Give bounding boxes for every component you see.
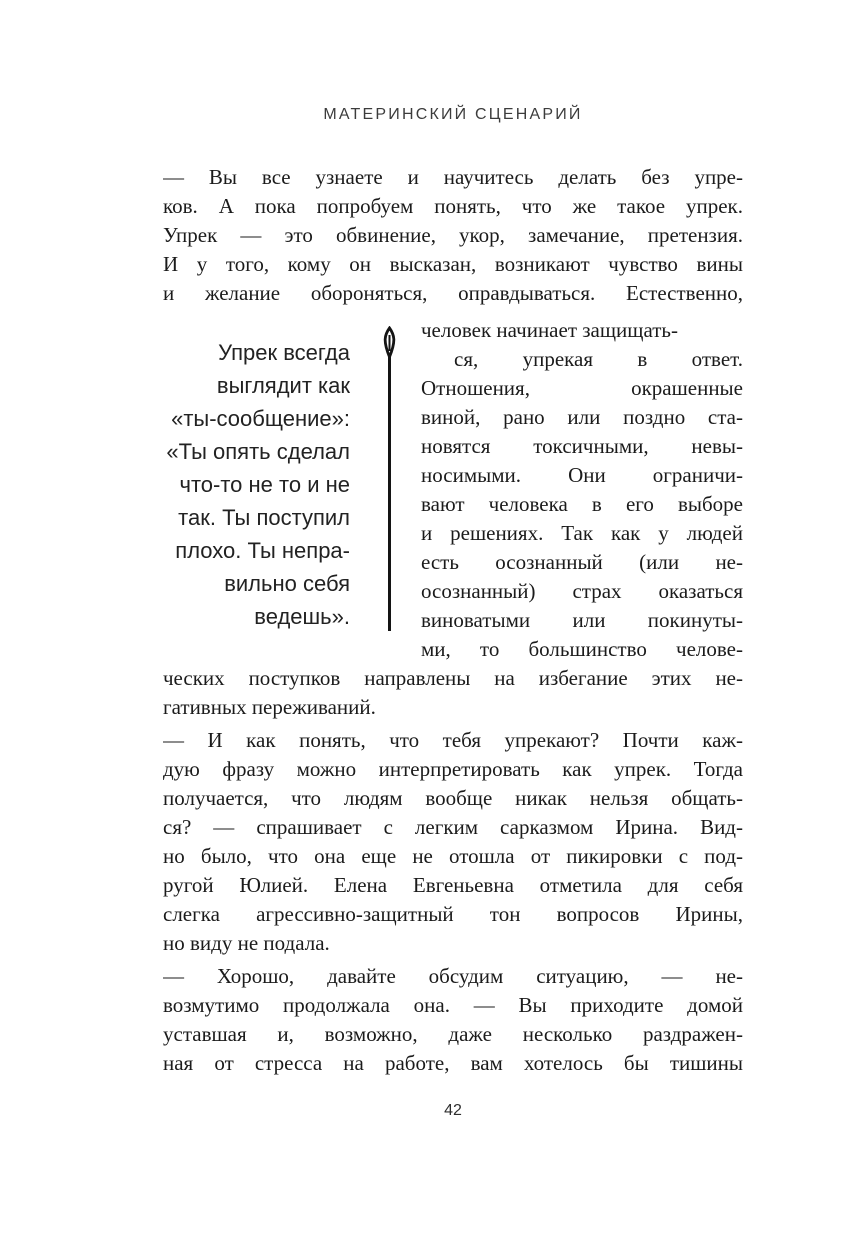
text-line: ков. А пока попробуем понять, что же такое упрек. [163, 194, 743, 218]
text-line: — Хорошо, давайте обсудим ситуацию, — не- [163, 964, 743, 988]
text-line: слегка агрессивно-защитный тон вопросов Ирины, [163, 902, 743, 926]
text-line: Упрек — это обвинение, укор, замечание, претензия. [163, 223, 743, 247]
text-line: есть осознанный (или не- [421, 550, 743, 574]
text-line: ругой Юлией. Елена Евгеньевна отметила для себя [163, 873, 743, 897]
paragraph-3 [163, 726, 743, 958]
text-line: гативных переживаний. [163, 695, 376, 719]
text-line: вают человека в его выборе [421, 492, 743, 516]
text-line: новятся токсичными, невы- [421, 434, 743, 458]
text-line: возмутимо продолжала она. — Вы приходите домой [163, 993, 743, 1017]
pull-quote-line: что-то не то и не [179, 472, 350, 497]
text-line: ся? — спрашивает с легким сарказмом Ирина. Вид- [163, 815, 743, 839]
pull-quote-line: плохо. Ты непра- [175, 538, 350, 563]
wrapped-column-text [421, 316, 743, 664]
text-line: ная от стресса на работе, вам хотелось бы тишины [163, 1051, 743, 1075]
text-line: И у того, кому он высказан, возникают чувство вины [163, 252, 743, 276]
pull-quote-line: выглядит как [216, 373, 350, 398]
text-line: ческих поступков направлены на избегание этих не- [163, 666, 743, 690]
pull-quote [138, 336, 350, 633]
pull-quote-line: вильно себя [224, 571, 350, 596]
page-number: 42 [444, 1102, 462, 1119]
text-line: ся, упрекая в ответ. [454, 347, 743, 371]
text-line: виной, рано или поздно ста- [421, 405, 743, 429]
text-line: ми, то большинство челове- [421, 637, 743, 661]
text-line: виноватыми или покинуты- [421, 608, 743, 632]
text-line: — И как понять, что тебя упрекают? Почти каж- [163, 728, 743, 752]
text-line: Отношения, окрашенные [421, 376, 743, 400]
text-line: но виду не подала. [163, 931, 330, 955]
text-line: — Вы все узнаете и научитесь делать без упре- [163, 165, 743, 189]
pull-quote-line: «Ты опять сделал [166, 439, 350, 464]
text-line: носимыми. Они ограничи- [421, 463, 743, 487]
text-line: и решениях. Так как у людей [421, 521, 743, 545]
running-head: МАТЕРИНСКИЙ СЦЕНАРИЙ [323, 106, 583, 123]
quote-divider-rule [388, 354, 391, 631]
text-line: дую фразу можно интерпретировать как упрек. Тогда [163, 757, 743, 781]
pull-quote-line: Упрек всегда [218, 340, 350, 365]
text-line: и желание обороняться, оправдываться. Естественно, [163, 281, 743, 305]
pull-quote-line: ведешь». [254, 604, 350, 629]
paragraph-4 [163, 962, 743, 1078]
text-line: получается, что людям вообще никак нельзя общать- [163, 786, 743, 810]
text-line: осознанный) страх оказаться [421, 579, 743, 603]
paragraph-2-continuation [163, 664, 743, 722]
text-line: уставшая и, возможно, даже несколько раздражен- [163, 1022, 743, 1046]
pull-quote-line: «ты-сообщение»: [171, 406, 350, 431]
pull-quote-line: так. Ты поступил [178, 505, 350, 530]
text-line: человек начинает защищать- [421, 318, 678, 342]
paragraph-1 [163, 163, 743, 308]
text-line: но было, что она еще не отошла от пикировки с под- [163, 844, 743, 868]
